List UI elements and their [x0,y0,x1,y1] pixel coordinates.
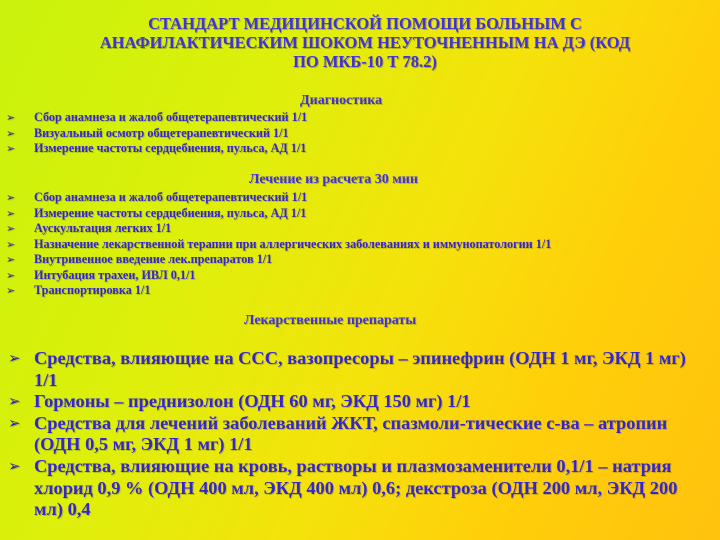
list-item-text: Средства, влияющие на кровь, растворы и плазмозаменители 0,1/1 – натрия хлорид 0,9 % (ОДН 400 мл, ЭКД 400 мл) 0,6; декстроза (ОДН 200 мл, ЭКД 200 мл) 0,4 [34,455,678,520]
arrow-bullet-icon: ➢ [6,268,16,282]
arrow-bullet-icon: ➢ [6,284,16,297]
list-item-text: Измерение частоты сердцебиения, пульса, АД 1/1 [34,141,307,155]
list-item [0,456,704,521]
diagnostics-list [0,110,694,157]
arrow-bullet-icon: ➢ [6,206,16,220]
title-line-2: АНАФИЛАКТИЧЕСКИМ ШОКОМ НЕУТОЧНЕННЫМ НА ДЭ (КОД [99,33,631,52]
list-item [0,391,704,413]
diagnostics-heading: Диагностика [300,93,383,108]
list-item-text: Транспортировка 1/1 [34,283,151,297]
treatment-heading: Лечение из расчета 30 мин [249,172,418,187]
list-item [0,268,694,284]
list-item [0,237,694,253]
arrow-bullet-icon: ➢ [6,222,16,235]
arrow-bullet-icon: ➢ [6,191,16,204]
treatment-list [0,190,694,299]
list-item-text: Средства, влияющие на ССС, вазопресоры – эпинефрин (ОДН 1 мг, ЭКД 1 мг) 1/1 [34,348,686,390]
list-item-text: Средства для лечений заболеваний ЖКТ, спазмоли-тические с-ва – атропин (ОДН 0,5 мг, ЭКД 1 мг) 1/1 [34,412,668,455]
list-item [0,413,704,456]
arrow-bullet-icon: ➢ [6,253,16,266]
arrow-bullet-icon: ➢ [8,413,21,432]
arrow-bullet-icon: ➢ [8,392,21,411]
list-item-text: Гормоны – преднизолон (ОДН 60 мг, ЭКД 150 мг) 1/1 [34,391,471,412]
list-item [0,283,694,299]
list-item [0,126,694,142]
list-item-text: Аускультация легких 1/1 [34,221,172,235]
arrow-bullet-icon: ➢ [6,142,16,155]
arrow-bullet-icon: ➢ [6,237,16,251]
list-item-text: Визуальный осмотр общетерапевтический 1/1 [34,125,289,140]
slide-title [40,14,690,71]
list-item-text: Назначение лекарственной терапии при аллергических заболеваниях и иммунопатологии 1/1 [34,236,552,251]
list-item [0,221,694,237]
arrow-bullet-icon: ➢ [8,456,21,475]
arrow-bullet-icon: ➢ [6,126,16,140]
list-item [0,252,694,268]
title-line-1: СТАНДАРТ МЕДИЦИНСКОЙ ПОМОЩИ БОЛЬНЫМ С [148,14,582,33]
list-item-text: Сбор анамнеза и жалоб общетерапевтический 1/1 [34,110,308,124]
list-item-text: Интубация трахеи, ИВЛ 0,1/1 [34,267,196,282]
arrow-bullet-icon: ➢ [8,349,21,367]
list-item-text: Сбор анамнеза и жалоб общетерапевтический 1/1 [34,190,308,204]
list-item-text: Измерение частоты сердцебиения, пульса, АД 1/1 [34,205,307,220]
list-item [0,141,694,157]
list-item [0,110,694,126]
drugs-heading: Лекарственные препараты [244,313,417,328]
list-item-text: Внутривенное введение лек.препаратов 1/1 [34,252,273,266]
list-item [0,206,694,222]
list-item [0,348,704,391]
list-item [0,190,694,206]
title-line-3: ПО МКБ-10 Т 78.2) [293,52,437,71]
drugs-list [0,348,704,521]
arrow-bullet-icon: ➢ [6,111,16,124]
